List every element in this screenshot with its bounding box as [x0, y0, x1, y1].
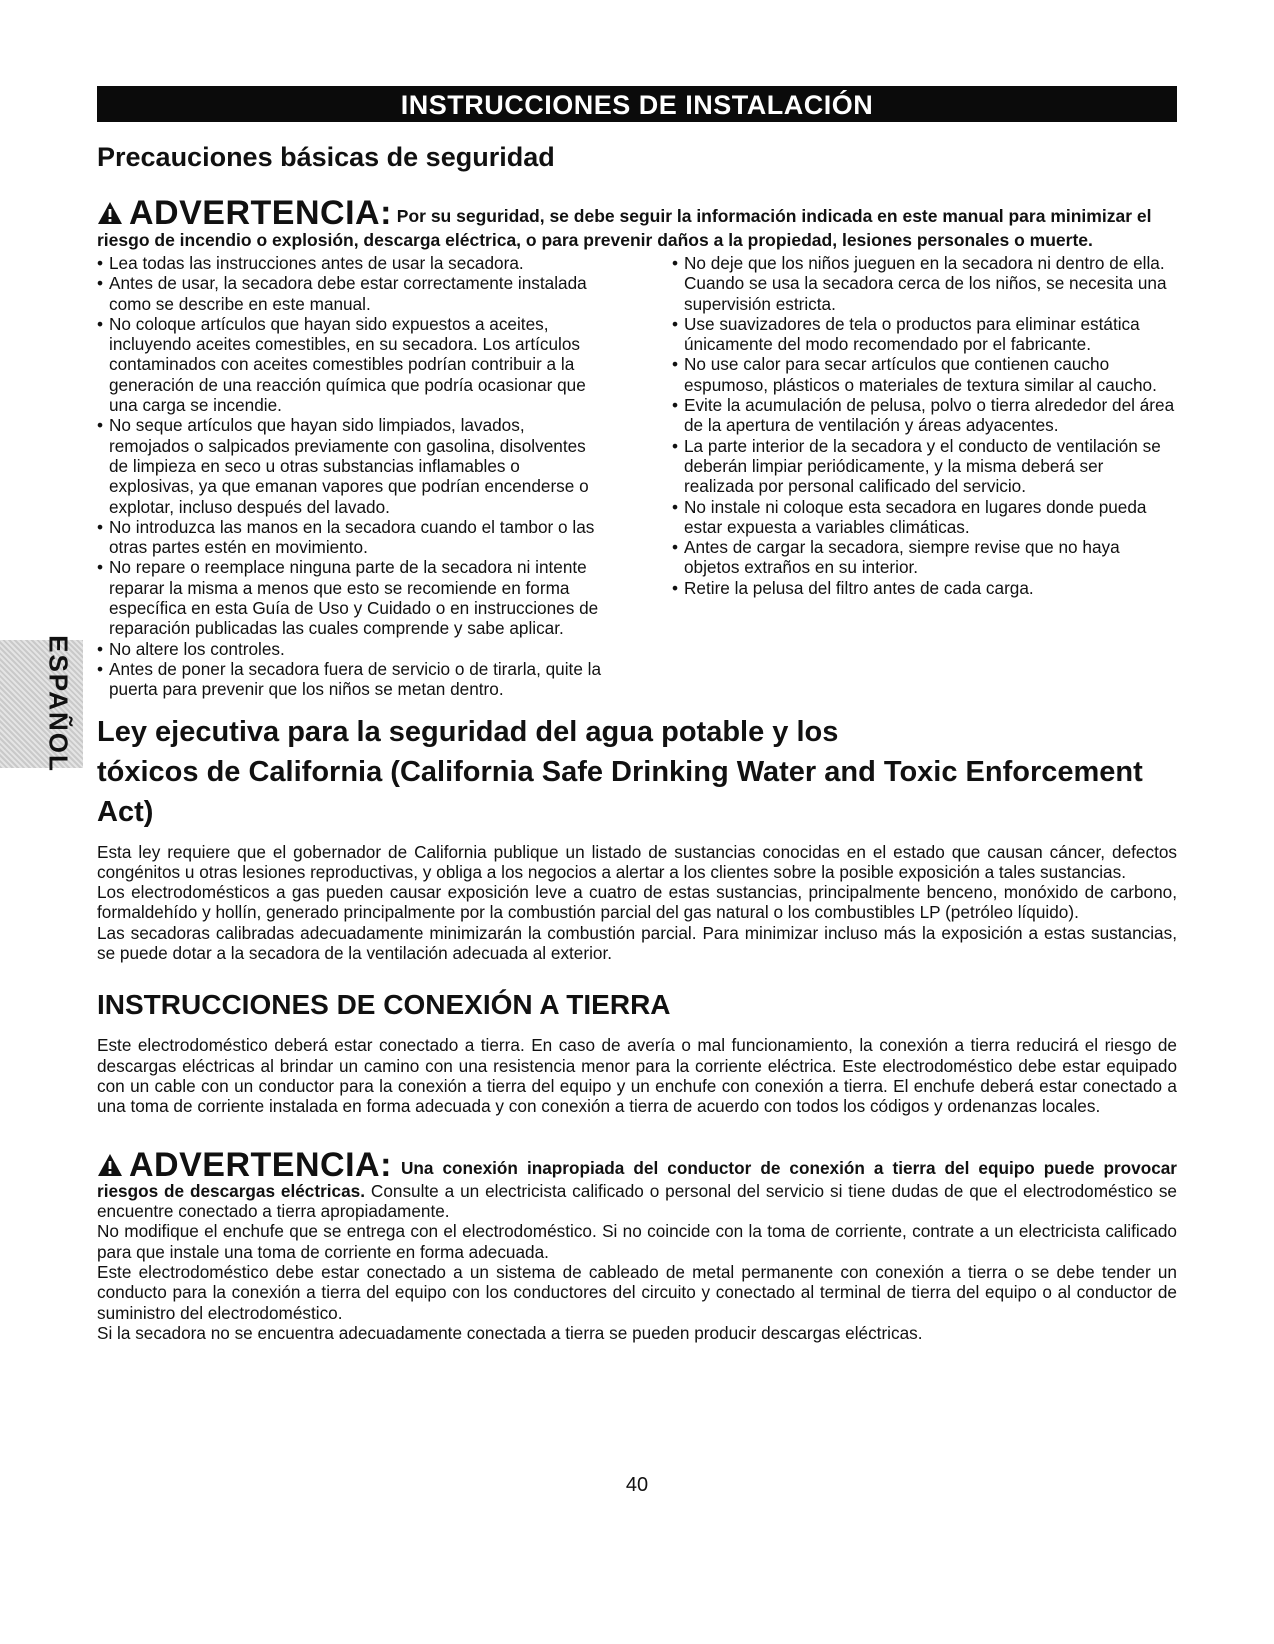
grounding-title: INSTRUCCIONES DE CONEXIÓN A TIERRA	[97, 989, 671, 1021]
warning-triangle-icon	[97, 201, 123, 230]
grounding-warning-paragraph	[97, 1145, 1177, 1222]
california-title	[97, 712, 1177, 832]
paragraph: Este electrodoméstico debe estar conectado a un sistema de cableado de metal permanente con conexión a tierra o se debe tender un conducto para la conexión a tierra del equipo con los conductores del circuito y conectado al terminal de tierra del equipo o al conductor de suministro del electrodoméstico.	[97, 1261, 1177, 1323]
list-item: • No repare o reemplace ninguna parte de la secadora ni intente reparar la misma a menos que esto se recomiende en forma específica en esta Guía de Uso y Cuidado o en instrucciones de reparación publicadas las cuales comprende y sabe aplicar.	[97, 557, 602, 638]
list-item: • Retire la pelusa del filtro antes de cada carga.	[672, 578, 1177, 598]
list-item: • No deje que los niños jueguen en la secadora ni dentro de ella. Cuando se usa la secadora cerca de los niños, se necesita una supervisión estricta.	[672, 253, 1177, 314]
list-item: • No seque artículos que hayan sido limpiados, lavados, remojados o salpicados previamente con gasolina, disolventes de limpieza en seco u otras substancias inflamables o explosivas, ya que emanan vapores que podrían encenderse o explotar, incluso después del lavado.	[97, 415, 602, 516]
warning-label: ADVERTENCIA:	[129, 1145, 392, 1184]
warning-triangle-icon	[97, 1153, 123, 1181]
grounding-warning-rest: Consulte a un electricista calificado o personal del servicio si tiene dudas de que el electrodoméstico se encuentre conectado a tierra apropiadamente.	[97, 1180, 1177, 1222]
section-banner: INSTRUCCIONES DE INSTALACIÓN	[97, 86, 1177, 122]
list-item: • La parte interior de la secadora y el conducto de ventilación se deberán limpiar periódicamente, y la misma deberá ser realizada por personal calificado del servicio.	[672, 436, 1177, 497]
list-item: • No coloque artículos que hayan sido expuestos a aceites, incluyendo aceites comestibles, en su secadora. Los artículos contaminados con aceites comestibles podrían contribuir a la generación de una reacción química que podría ocasionar que una carga se incendie.	[97, 314, 602, 415]
list-item: • Lea todas las instrucciones antes de usar la secadora.	[97, 253, 602, 273]
california-title-line-1: Ley ejecutiva para la seguridad del agua potable y los	[97, 715, 839, 748]
right-column	[672, 253, 1177, 700]
grounding-warning-bold: Una conexión inapropiada del conductor de conexión a tierra del equipo puede provocar riesgos de descargas eléctricas.	[97, 1157, 1177, 1201]
list-item: • No altere los controles.	[97, 639, 602, 659]
california-title-line-2: tóxicos de California (California Safe Drinking Water and Toxic Enforcement Act)	[97, 755, 1143, 828]
list-item: • No use calor para secar artículos que contienen caucho espumoso, plásticos o materiales de textura similar al caucho.	[672, 354, 1177, 395]
left-column	[97, 253, 602, 700]
warning-text: Por su seguridad, se debe seguir la información indicada en este manual para minimizar el riesgo de incendio o explosión, descarga eléctrica, o para prevenir daños a la propiedad, lesiones personales o muerte.	[97, 206, 1152, 250]
language-side-tab-label: ESPAÑOL	[43, 635, 74, 773]
paragraph: Si la secadora no se encuentra adecuadamente conectada a tierra se pueden producir descargas eléctricas.	[97, 1322, 923, 1343]
page-content	[97, 86, 1177, 1343]
list-item: • Use suavizadores de tela o productos para eliminar estática únicamente del modo recomendado por el fabricante.	[672, 314, 1177, 355]
grounding-warning	[97, 1145, 1177, 1344]
list-item: • Antes de poner la secadora fuera de servicio o de tirarla, quite la puerta para prevenir que los niños se metan dentro.	[97, 659, 602, 700]
list-item: • Antes de cargar la secadora, siempre revise que no haya objetos extraños en su interior.	[672, 537, 1177, 578]
california-body	[97, 842, 1177, 964]
list-item: • No introduzca las manos en la secadora cuando el tambor o las otras partes estén en movimiento.	[97, 517, 602, 558]
grounding-paragraph: Este electrodoméstico deberá estar conectado a tierra. En caso de avería o mal funcionamiento, la conexión a tierra reducirá el riesgo de descargas eléctricas al brindar un camino con una resistencia menor para la corriente eléctrica. Este electrodoméstico debe estar equipado con un cable con un conductor para la conexión a tierra del equipo y un enchufe con conexión a tierra. El enchufe deberá estar conectado a una toma de corriente instalada en forma adecuada y con conexión a tierra de acuerdo con todos los códigos y ordenanzas locales.	[97, 1035, 1177, 1117]
paragraph: No modifique el enchufe que se entrega con el electrodoméstico. Si no coincide con la toma de corriente, contrate a un electricista calificado para que instale una toma de corriente en forma adecuada.	[97, 1221, 1177, 1262]
warning-label: ADVERTENCIA:	[129, 194, 392, 232]
list-item: • Evite la acumulación de pelusa, polvo o tierra alrededor del área de la apertura de ventilación y áreas adyacentes.	[672, 395, 1177, 436]
paragraph: Las secadoras calibradas adecuadamente minimizarán la combustión parcial. Para minimizar incluso más la exposición a estas sustancias, se puede dotar a la secadora de la ventilación adecuada al exterior.	[97, 922, 1177, 964]
safety-warning	[97, 194, 1177, 251]
safety-title: Precauciones básicas de seguridad	[97, 142, 555, 172]
page-number: 40	[625, 1474, 649, 1496]
list-item: • Antes de usar, la secadora debe estar correctamente instalada como se describe en este manual.	[97, 273, 602, 314]
safety-bullets	[97, 253, 1177, 700]
paragraph: Los electrodomésticos a gas pueden causar exposición leve a cuatro de estas sustancias, principalmente benceno, monóxido de carbono, formaldehído y hollín, generado principalmente por la combustión parcial del gas natural o los combustibles LP (petróleo líquido).	[97, 882, 1177, 923]
list-item: • No instale ni coloque esta secadora en lugares donde pueda estar expuesta a variables climáticas.	[672, 497, 1177, 538]
paragraph: Esta ley requiere que el gobernador de California publique un listado de sustancias conocidas en el estado que causan cáncer, defectos congénitos u otras lesiones reproductivas, y obliga a los negocios a alertar a los clientes sobre la posible exposición a tales sustancias.	[97, 841, 1177, 882]
